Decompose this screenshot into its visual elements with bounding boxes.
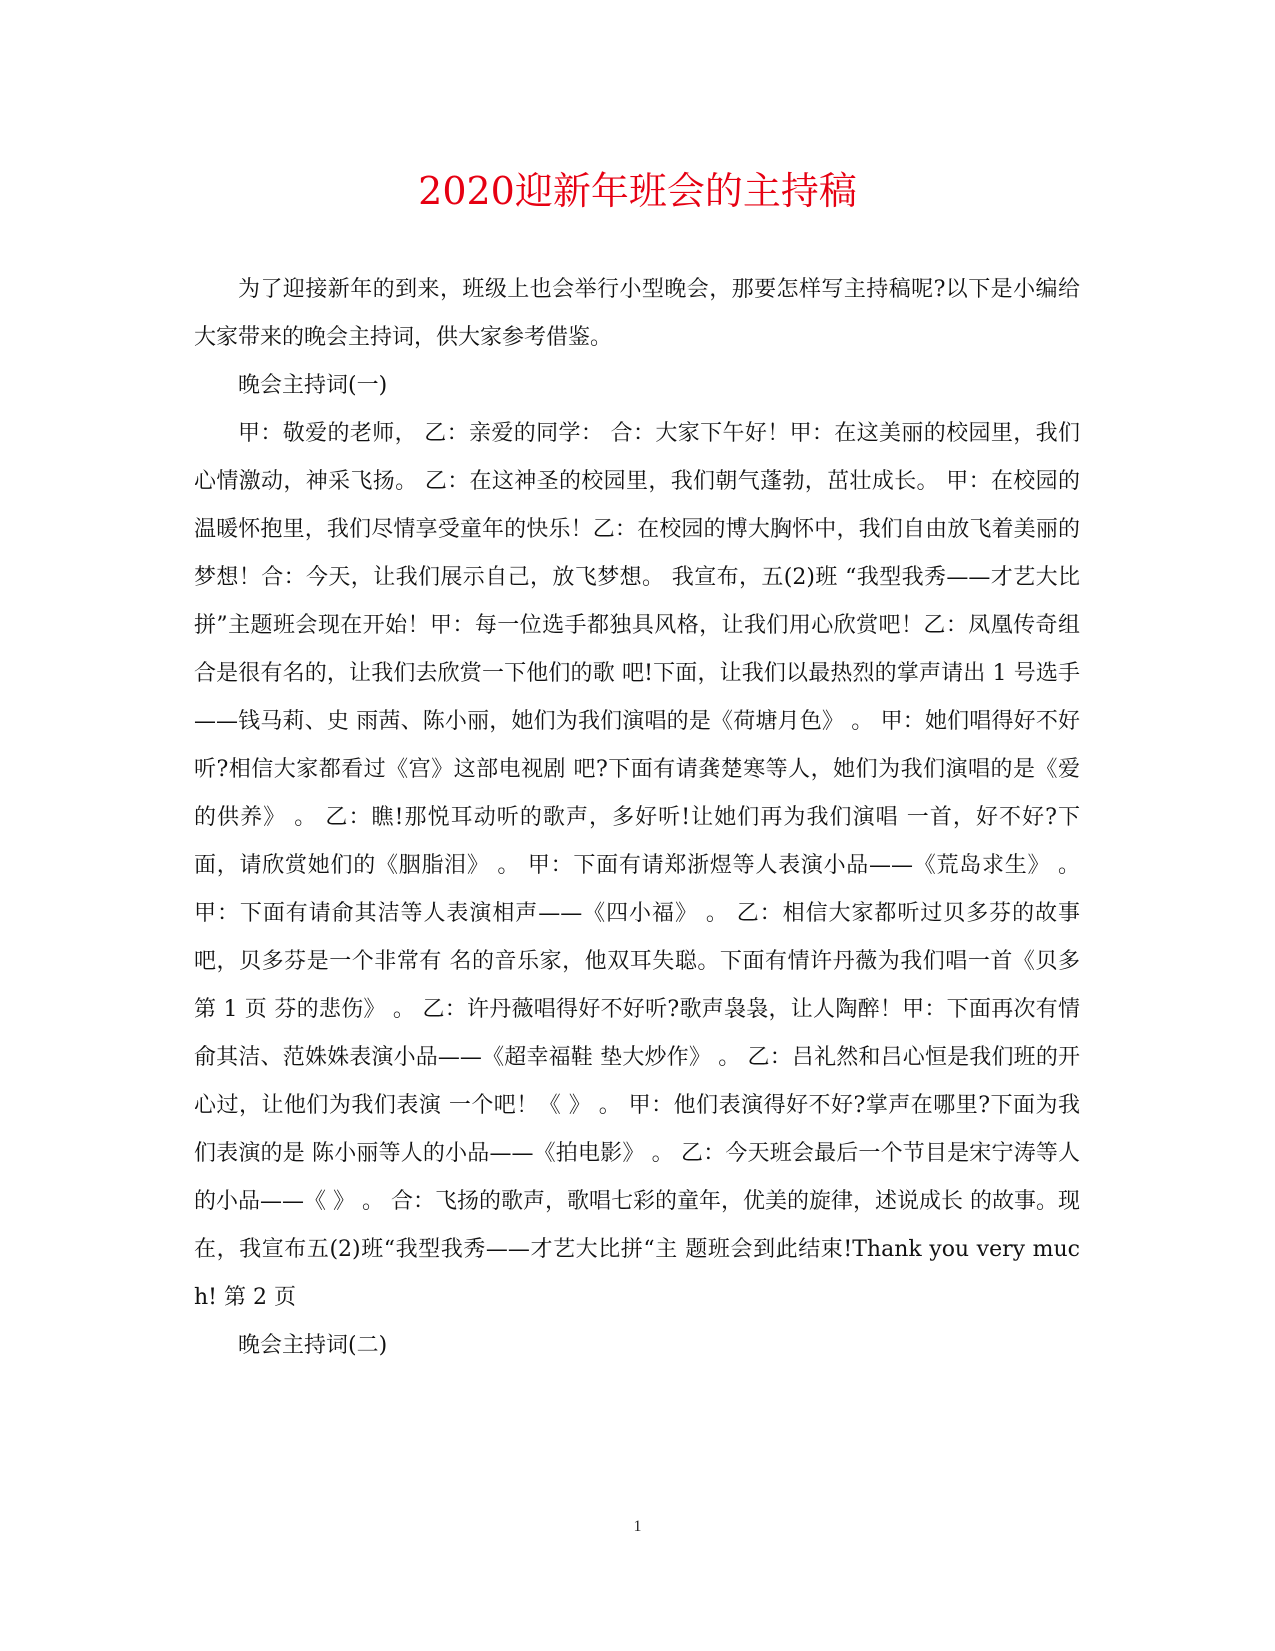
section-body-1: 甲：敬爱的老师， 乙：亲爱的同学： 合：大家下午好！甲：在这美丽的校园里，我们心情激动，神采飞扬。 乙：在这神圣的校园里，我们朝气蓬勃，茁壮成长。 甲：在校园的温暖怀抱里，我们尽情享受童年的快乐！乙：在校园的博大胸怀中，我们自由放飞着美丽的梦想！合：今天，让我们展示自己，放飞梦想。 我宣布，五(2)班 “我型我秀——才艺大比拼”主题班会现在开始！甲：每一位选手都独具风格，让我们用心欣赏吧！乙：凤凰传奇组合是很有名的，让我们去欣赏一下他们的歌 吧!下面，让我们以最热烈的掌声请出 1 号选手——钱马莉、史 雨茜、陈小丽，她们为我们演唱的是《荷塘月色》 。 甲：她们唱得好不好听?相信大家都看过《宫》这部电视剧 吧?下面有请龚楚寒等人，她们为我们演唱的是《爱的供养》 。 乙：瞧!那悦耳动听的歌声，多好听!让她们再为我们演唱 一首，好不好?下面，请欣赏她们的《胭脂泪》 。 甲：下面有请郑浙煜等人表演小品——《荒岛求生》 。 甲：下面有请俞其洁等人表演相声——《四小福》 。 乙：相信大家都听过贝多芬的故事吧，贝多芬是一个非常有 名的音乐家，他双耳失聪。下面有情许丹薇为我们唱一首《贝多 第 1 页 芬的悲伤》 。 乙：许丹薇唱得好不好听?歌声袅袅，让人陶醉！甲：下面再次有情俞其洁、范姝姝表演小品——《超幸福鞋 垫大炒作》 。 乙：吕礼然和吕心恒是我们班的开心过，让他们为我们表演 一个吧！《 》 。 甲：他们表演得好不好?掌声在哪里?下面为我们表演的是 陈小丽等人的小品——《拍电影》 。 乙：今天班会最后一个节目是宋宁涛等人的小品——《 》 。 合：飞扬的歌声，歌唱七彩的童年，优美的旋律，述说成长 的故事。现在，我宣布五(2)班“我型我秀——才艺大比拼“主 题班会到此结束!Thank you very much! 第 2 页	[194, 421, 1080, 1310]
document-title: 2020迎新年班会的主持稿	[418, 169, 857, 213]
document-body	[194, 266, 1080, 1370]
section-heading-1: 晚会主持词(一)	[238, 373, 388, 398]
section-heading-2: 晚会主持词(二)	[238, 1333, 388, 1358]
intro-paragraph: 为了迎接新年的到来，班级上也会举行小型晚会，那要怎样写主持稿呢?以下是小编给大家带来的晚会主持词，供大家参考借鉴。	[194, 277, 1080, 350]
page-number: 1	[633, 1518, 642, 1535]
